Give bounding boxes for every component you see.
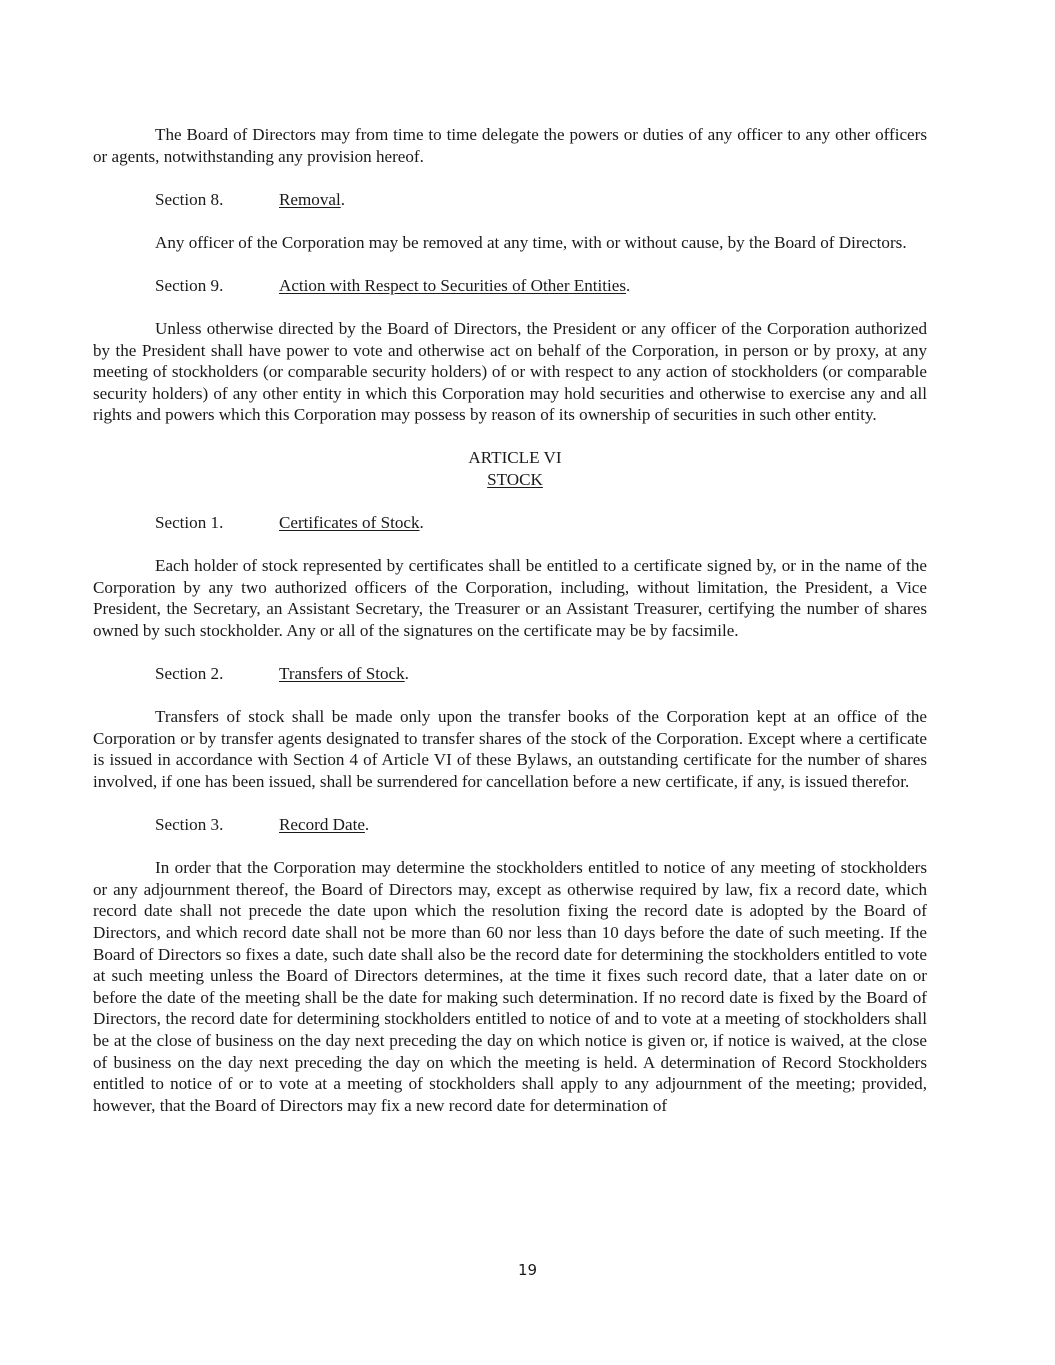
section-title: Removal [279,189,341,209]
paragraph-securities-of-other-entities: Unless otherwise directed by the Board of Directors, the President or any officer of the Corporation authorized by the President shall have power to vote and otherwise act on behalf of the Corporation, in person or by proxy, at any meeting of stockholders (or comparable security holders) of or with respect to any action of stockholders (or comparable security holders) of any other entity in which this Corporation may hold securities and otherwise to exercise any and all rights and powers which this Corporation may possess by reason of its ownership of securities in such other entity. [93,318,927,425]
paragraph-transfers-of-stock: Transfers of stock shall be made only upon the transfer books of the Corporation kept at an office of the Corporation or by transfer agents designated to transfer shares of the stock of the Corporation. Except where a certificate is issued in accordance with Section 4 of Article VI of these Bylaws, an outstanding certificate for the number of shares involved, if one has been issued, shall be surrendered for cancellation before a new certificate, if any, is issued therefor. [93,707,927,791]
section-1-heading [93,512,927,534]
section-title-period: . [340,189,345,209]
article-label: ARTICLE VI [468,448,562,468]
section-number: Section 3. [155,815,224,835]
section-title-period: . [404,664,409,684]
paragraph-removal: Any officer of the Corporation may be removed at any time, with or without cause, by the Board of Directors. [155,232,907,252]
section-title: Record Date [279,815,365,835]
section-number: Section 9. [155,275,224,295]
paragraph-certificates-of-stock: Each holder of stock represented by certificates shall be entitled to a certificate signed by, or in the name of the Corporation by any two authorized officers of the Corporation, including, without limitation, the President, a Vice President, the Secretary, an Assistant Secretary, the Treasurer or an Assistant Treasurer, certifying the number of shares owned by such stockholder. Any or all of the signatures on the certificate may be by facsimile. [93,556,927,640]
article-title: STOCK [487,470,543,490]
paragraph-delegation: The Board of Directors may from time to time delegate the powers or duties of any officer to any other officers or agents, notwithstanding any provision hereof. [93,125,927,166]
section-title: Certificates of Stock [279,513,420,533]
section-2-heading [93,663,927,685]
section-number: Section 8. [155,189,224,209]
section-9-heading [93,275,927,297]
page-number: 19 [517,1261,538,1279]
section-title-period: . [626,275,631,295]
section-title-period: . [419,513,424,533]
section-title: Action with Respect to Securities of Other Entities [279,275,627,295]
article-heading [93,447,927,490]
section-number: Section 1. [155,513,224,533]
section-3-heading [93,814,927,836]
section-title-period: . [364,815,370,835]
document-page [93,124,927,1138]
section-number: Section 2. [155,664,224,684]
section-8-heading [93,189,927,211]
paragraph-record-date: In order that the Corporation may determine the stockholders entitled to notice of any meeting of stockholders or any adjournment thereof, the Board of Directors may, except as otherwise required by law, fix a record date, which record date shall not precede the date upon which the resolution fixing the record date is adopted by the Board of Directors, and which record date shall not be more than 60 nor less than 10 days before the date of such meeting. If the Board of Directors so fixes a date, such date shall also be the record date for determining the stockholders entitled to vote at such meeting unless the Board of Directors determines, at the time it fixes such record date, that a later date on or before the date of the meeting shall be the date for making such determination. If no record date is fixed by the Board of Directors, the record date for determining stockholders entitled to notice of and to vote at a meeting of stockholders shall be at the close of business on the day next preceding the day on which notice is given or, if notice is waived, at the close of business on the day next preceding the day on which the meeting is held. A determination of Record Stockholders entitled to notice of or to vote at a meeting of stockholders shall apply to any adjournment of the meeting; provided, however, that the Board of Directors may fix a new record date for determination of [93,858,927,1115]
section-title: Transfers of Stock [279,664,405,684]
